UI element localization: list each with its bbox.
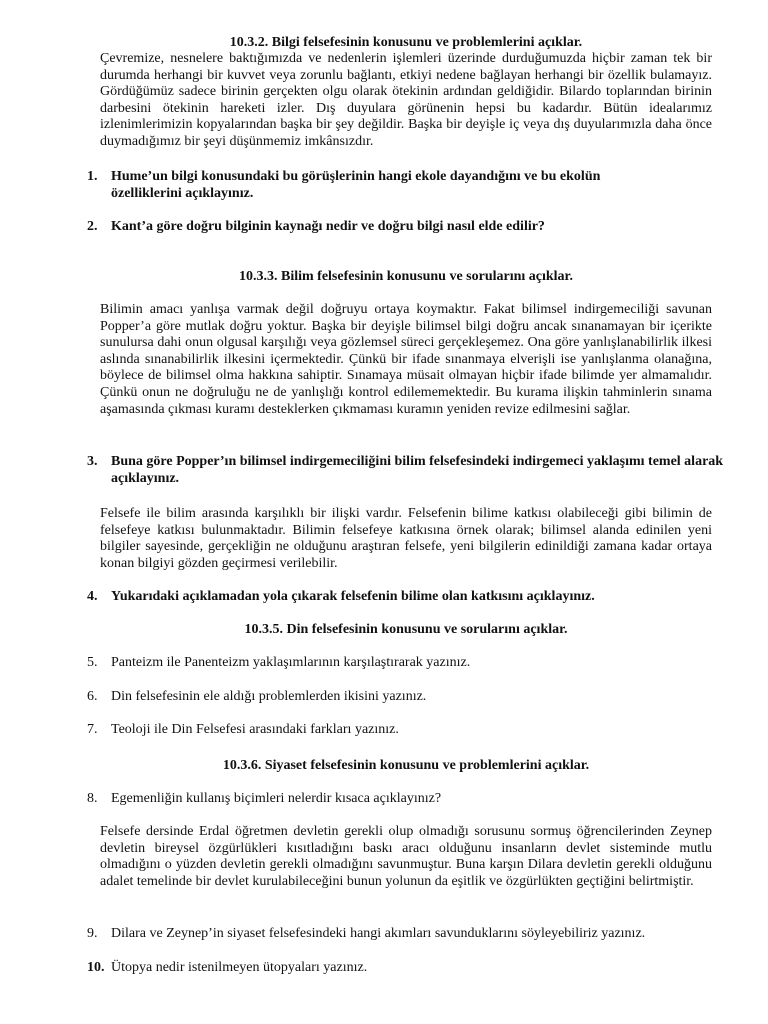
question-text: Yukarıdaki açıklamadan yola çıkarak felsefenin bilime olan katkısını açıklayınız. bbox=[111, 589, 595, 604]
question-text: Buna göre Popper’ın bilimsel indirgemeciliğini bilim felsefesindeki indirgemeci yaklaşımı temel alarak açıklayınız. bbox=[111, 454, 724, 486]
question-number: 8. bbox=[87, 791, 98, 806]
question-3 bbox=[87, 454, 737, 487]
hume-paragraph: Çevremize, nesnelere baktığımızda ve nedenlerin işlemleri üzerinde durduğumuzda hiçbir zaman tek bir durumda herhangi bir kuvvet veya zorunlu bağlantı, etkiyi nedene bağlayan herhangi bir özellik bulamayız. Gördüğümüz sadece birinin gerçekten olgu olarak ötekinin ardından geldiğidir. Bilardo toplarından birinin darbesini ötekinin hareketi izler. Dış duyulara görünenin hepsi bu kadardır. Bütün idealarımız izlenimlerimizin kopyalarından başka bir şey değildir. Başka bir deyişle iç veya dış duyularımızla daha önce duymadığımız bir şeyi düşünmemiz imkânsızdır. bbox=[100, 51, 712, 149]
question-number: 1. bbox=[87, 169, 98, 184]
section-heading-bilim: 10.3.3. Bilim felsefesinin konusunu ve sorularını açıklar. bbox=[239, 269, 573, 284]
section-heading-siyaset: 10.3.6. Siyaset felsefesinin konusunu ve problemlerini açıklar. bbox=[222, 758, 590, 773]
question-4 bbox=[87, 589, 731, 606]
question-number: 3. bbox=[87, 454, 98, 469]
question-number: 4. bbox=[87, 589, 98, 604]
question-number: 10. bbox=[87, 960, 105, 975]
question-number: 5. bbox=[87, 655, 98, 670]
question-10 bbox=[87, 960, 711, 977]
felsefe-bilim-paragraph: Felsefe ile bilim arasında karşılıklı bir ilişki vardır. Felsefenin bilime katkısı olabileceği gibi bilimin de felsefeye katkısı bulunmaktadır. Bilimin felsefeye katkısına örnek olarak; bilimsel alanda edinilen yeni bilgiler sayesinde, gerçekliğin ne olduğunu araştıran felsefe, yeni bilgilerin edinildiği zamana kadar ortaya konan bilgiyi gözden geçirmesi verilebilir. bbox=[100, 506, 712, 571]
question-text: Dilara ve Zeynep’in siyaset felsefesindeki hangi akımları savunduklarını söyleyebiliriz yazınız. bbox=[111, 926, 646, 941]
devlet-paragraph: Felsefe dersinde Erdal öğretmen devletin gerekli olup olmadığı sorusunu sormuş öğrencilerinden Zeynep devletin bireysel özgürlükleri kısıtladığını baskı aracı olduğunu insanların devlet sisteminde mutlu olmadığını o yüzden devletin gerekli olmadığını savunmuştur. Buna karşın Dilara devletin gerekli olduğunu adalet temelinde bir devlet kurulabileceğini bunun yolunun da eşitlik ve özgürlükten geçtiğini belirtmiştir. bbox=[100, 824, 712, 889]
question-text: Ütopya nedir istenilmeyen ütopyaları yazınız. bbox=[111, 960, 368, 975]
section-heading-bilgi: 10.3.2. Bilgi felsefesinin konusunu ve problemlerini açıklar. bbox=[229, 35, 583, 50]
question-number: 2. bbox=[87, 219, 98, 234]
question-text: Panteizm ile Panenteizm yaklaşımlarının karşılaştırarak yazınız. bbox=[111, 655, 471, 670]
question-text: Hume’un bilgi konusundaki bu görüşlerinin hangi ekole dayandığını ve bu ekolün özelliklerini açıklayınız. bbox=[111, 169, 601, 201]
popper-paragraph: Bilimin amacı yanlışa varmak değil doğruyu ortaya koymaktır. Fakat bilimsel indirgemeciliği savunan Popper’a göre mutlak doğru yoktur. Başka bir deyişle bilimsel bilgi doğru ancak sınanamayan bir içerikte sunulursa dahi onun olgusal karşılığı veya gözlemsel süreci gerçekleşemez. Ona göre yanlışlanabilirlik ilkesi aslında sınanabilirlik ilkesini içermektedir. Çünkü bir ifade sınanmaya elverişli ise yanlışlanma olanağına, böylece de bilimsel olma hakkına sahiptir. Sınamaya müsait olmayan hiçbir ifade bilimde yer almamalıdır. Çünkü onun ne doğruluğu ne de yanlışlığı kontrol edilememektedir. Bu kurama ilişkin tahminlerin sınama aşamasında çıkması kuramı desteklerken çıkmaması kuramın yeniden revize edilmesini sağlar. bbox=[100, 302, 712, 417]
section-heading-din: 10.3.5. Din felsefesinin konusunu ve sorularını açıklar. bbox=[244, 622, 568, 637]
question-number: 6. bbox=[87, 689, 98, 704]
question-2 bbox=[87, 219, 711, 236]
question-text: Teoloji ile Din Felsefesi arasındaki farkları yazınız. bbox=[111, 722, 399, 737]
question-8 bbox=[87, 791, 711, 808]
question-6 bbox=[87, 689, 711, 706]
question-5 bbox=[87, 655, 711, 672]
question-number: 7. bbox=[87, 722, 98, 737]
question-text: Kant’a göre doğru bilginin kaynağı nedir ve doğru bilgi nasıl elde edilir? bbox=[111, 219, 545, 234]
question-text: Din felsefesinin ele aldığı problemlerden ikisini yazınız. bbox=[111, 689, 427, 704]
question-number: 9. bbox=[87, 926, 98, 941]
question-7 bbox=[87, 722, 711, 739]
question-1 bbox=[87, 169, 671, 202]
question-9 bbox=[87, 926, 737, 943]
question-text: Egemenliğin kullanış biçimleri nelerdir kısaca açıklayınız? bbox=[111, 791, 442, 806]
